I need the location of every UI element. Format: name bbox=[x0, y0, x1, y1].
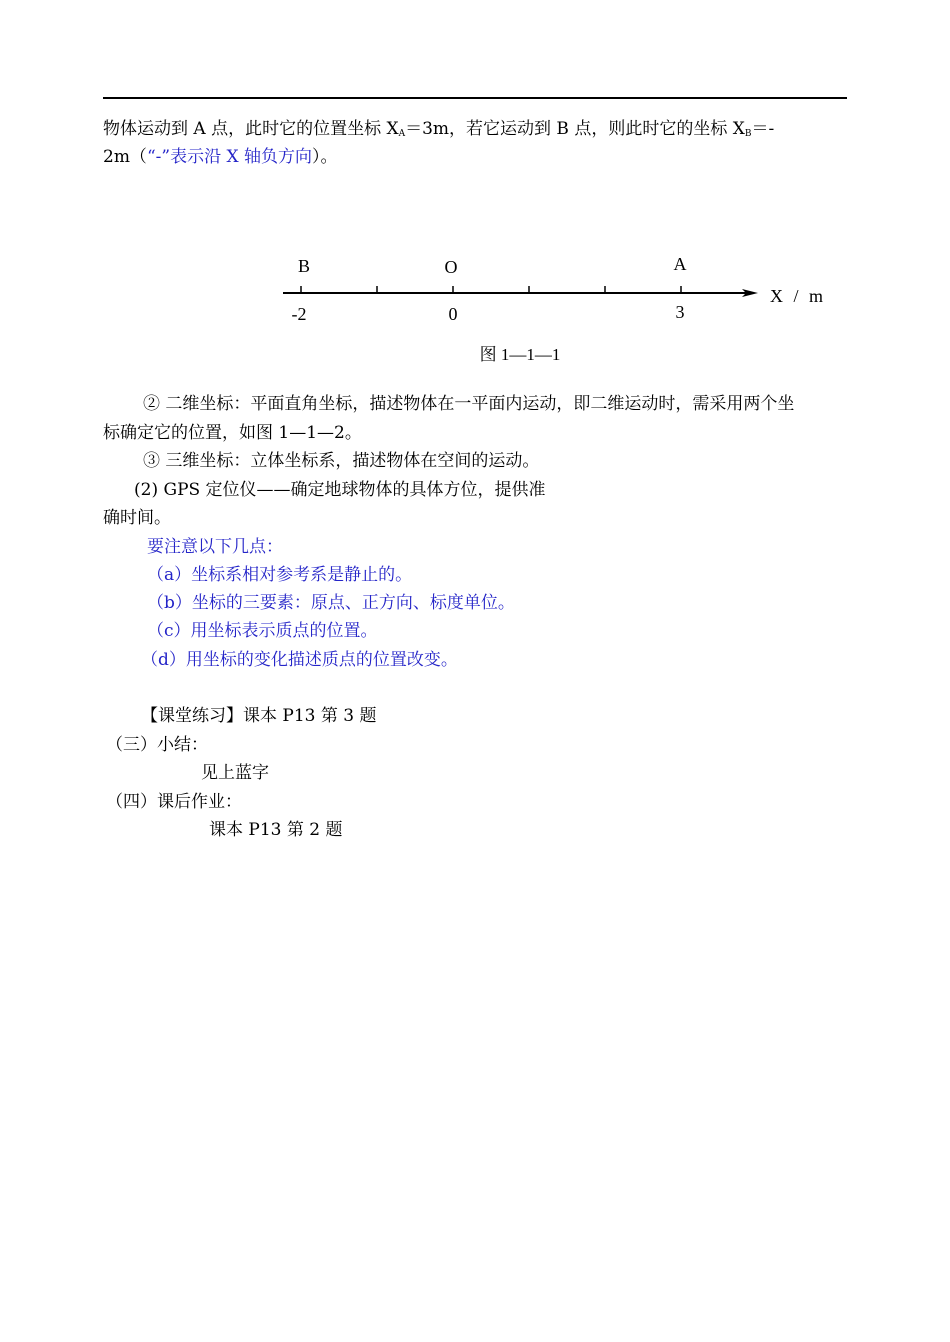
two-d-coordinates-line-1: ② 二维坐标：平面直角坐标，描述物体在一平面内运动，即二维运动时，需采用两个坐 bbox=[143, 394, 795, 414]
tick-label-o: 0 bbox=[448, 304, 458, 324]
axis-label: X / m bbox=[770, 286, 824, 306]
gps-line-1: (2) GPS 定位仪——确定地球物体的具体方位，提供准 bbox=[134, 480, 546, 500]
note-b: （b）坐标的三要素：原点、正方向、标度单位。 bbox=[147, 593, 515, 613]
intro-line-1: 物体运动到 A 点，此时它的位置坐标 $X_A=3m$，若它运动到 B 点，则此时它的坐标 $X_B=-$ bbox=[103, 119, 775, 139]
homework-body: 课本 P13 第 2 题 bbox=[209, 820, 343, 840]
point-o-label: O bbox=[444, 257, 458, 277]
tick-label-b: -2 bbox=[291, 304, 307, 324]
tick-label-a: 3 bbox=[675, 302, 685, 322]
two-d-coordinates-line-2: 标确定它的位置，如图 1—1—2。 bbox=[103, 423, 362, 443]
note-c: （c）用坐标表示质点的位置。 bbox=[147, 621, 378, 641]
summary-heading: （三）小结： bbox=[106, 735, 208, 755]
note-d: （d）用坐标的变化描述质点的位置改变。 bbox=[141, 650, 458, 670]
number-line-figure bbox=[0, 0, 950, 380]
point-a-label: A bbox=[673, 254, 687, 274]
homework-heading: （四）课后作业： bbox=[106, 792, 242, 812]
note-a: （a）坐标系相对参考系是静止的。 bbox=[147, 565, 413, 585]
figure-caption: 图 1—1—1 bbox=[479, 345, 561, 364]
point-b-label: B bbox=[297, 256, 311, 276]
summary-body: 见上蓝字 bbox=[201, 763, 269, 783]
classroom-practice: 【课堂练习】课本 P13 第 3 题 bbox=[141, 706, 377, 726]
notes-heading: 要注意以下几点： bbox=[147, 537, 283, 557]
gps-line-2: 确时间。 bbox=[103, 508, 171, 528]
intro-line-2: 2m（“-”表示沿 X 轴负方向）。 bbox=[103, 147, 338, 167]
three-d-coordinates: ③ 三维坐标：立体坐标系，描述物体在空间的运动。 bbox=[143, 451, 540, 471]
